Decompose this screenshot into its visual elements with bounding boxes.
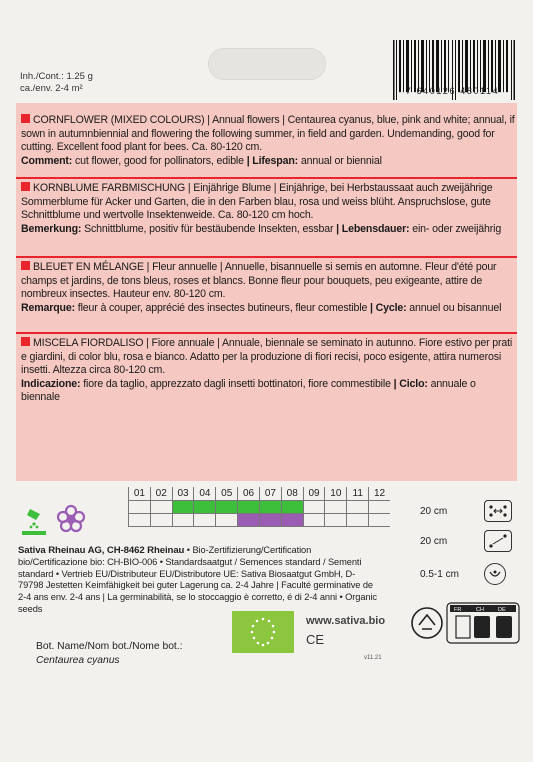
row-spacing-icon <box>484 500 512 522</box>
comment-text: Schnittblume, positiv für bestäubende Insekten, essbar <box>81 222 337 235</box>
barcode-number: 7 640126 480114 <box>405 86 500 96</box>
sow-cell-07 <box>259 501 281 513</box>
sow-cell-06 <box>237 501 259 513</box>
divider <box>16 256 517 258</box>
comment-text: cut flower, good for pollinators, edible <box>72 154 247 167</box>
website-link[interactable]: www.sativa.bio <box>306 615 386 627</box>
sowing-depth <box>420 563 506 585</box>
lifespan-label: | Lebensdauer: <box>336 222 410 235</box>
sow-cell-08 <box>281 501 303 513</box>
botanical-name: Centaurea cyanus <box>36 655 120 666</box>
botanical-label: Bot. Name/Nom bot./Nome bot.: <box>36 641 183 652</box>
section-text: | Annual flowers | Centaurea cyanus, blue, pink and white; annual, if sown in autumnbiennial and flowering the following summer, in field and garden. Undemanding, good for cutting. Excellent food plant for bees. Ca. 80-120 cm. <box>21 114 515 153</box>
section-german <box>21 182 516 236</box>
sowing-calendar <box>128 487 390 527</box>
divider <box>16 177 517 179</box>
bloom-cell-06 <box>237 514 259 526</box>
net-weight: Inh./Cont.: 1.25 g <box>20 71 93 82</box>
section-text: | Fleur annuelle | Annuelle, bisannuelle si semis en automne. Fleur d'été pour champs et jardins, de tons bleus, roses et blancs. Bonne fleur pour bouquets, peu exigeante, attire de nombreux insectes. Hauteur env. 80-120 cm. <box>21 261 497 300</box>
comment-text: fleur à couper, apprécié des insectes butineurs, fleur comestible <box>75 301 370 314</box>
flower-icon <box>54 503 88 539</box>
bloom-cell-03 <box>172 514 194 526</box>
bloom-cell-08 <box>281 514 303 526</box>
calendar-month-05: 05 <box>215 487 237 500</box>
section-title: KORNBLUME FARBMISCHUNG <box>33 182 186 194</box>
recycling-icon <box>410 601 520 645</box>
company-text: • Bio-Zertifizierung/Certification bio/Certificazione bio: CH-BIO-006 • Standardsaatgut / Semences standard / Sementi standard • Vertrieb EU/Distributeur EU/Distributore UE: Sativa Biosaatgut GmbH, D-79798 Jestetten Keimfähigkeit bei guter Lagerung ca. 2-4 Jahre | Faculté germinative de 2-4 ans env. 2-4 ans | La germinabilità, se lo stoccaggio è corretto, é di 2-4 anni • Organic seeds <box>18 545 377 614</box>
section-text: | Einjährige Blume | Einjährige, bei Herbstaussaat auch zweijährige Sommerblume für Acker und Garten, die in den Farben blau, rosa und weiss blüht. Anspruchslose, gute Schnittblume und wertvolle Insektenweide. Ca. 80-120 cm hoch. <box>21 182 493 221</box>
calendar-month-12: 12 <box>368 487 390 500</box>
section-italian <box>21 337 516 405</box>
sow-cell-09 <box>303 501 325 513</box>
botanical-name-block <box>36 640 183 668</box>
bloom-cell-07 <box>259 514 281 526</box>
company-info <box>18 545 378 616</box>
plant-spacing-icon <box>484 530 512 552</box>
comment-label: Remarque: <box>21 301 75 314</box>
sow-cell-05 <box>215 501 237 513</box>
bloom-cell-04 <box>193 514 215 526</box>
sow-cell-12 <box>368 501 390 513</box>
lifespan-text: annuel ou bisannuel <box>406 301 502 314</box>
calendar-month-01: 01 <box>128 487 150 500</box>
recycle-label-ch: CH <box>476 607 484 613</box>
calendar-month-02: 02 <box>150 487 172 500</box>
divider <box>16 332 517 334</box>
calendar-month-06: 06 <box>237 487 259 500</box>
section-title: MISCELA FIORDALISO <box>33 337 144 349</box>
calendar-month-11: 11 <box>346 487 368 500</box>
calendar-month-08: 08 <box>281 487 303 500</box>
plant-spacing-value: 20 cm <box>420 535 448 547</box>
calendar-month-09: 09 <box>303 487 325 500</box>
sow-cell-02 <box>150 501 172 513</box>
calendar-month-04: 04 <box>193 487 215 500</box>
red-square-icon <box>21 337 30 346</box>
lifespan-text: annual or biennial <box>298 154 382 167</box>
section-french <box>21 261 516 315</box>
lifespan-label: | Ciclo: <box>393 377 428 390</box>
calendar-month-03: 03 <box>172 487 194 500</box>
sow-cell-10 <box>324 501 346 513</box>
bloom-cell-01 <box>128 514 150 526</box>
lifespan-text: annuale o biennale <box>21 377 476 403</box>
ce-mark: CE <box>306 632 325 647</box>
plant-spacing <box>420 530 512 552</box>
comment-label: Indicazione: <box>21 377 81 390</box>
lifespan-label: | Lifespan: <box>246 154 299 167</box>
bloom-cell-02 <box>150 514 172 526</box>
recycle-label-de: DE <box>498 607 506 613</box>
sowing-depth-icon <box>484 563 506 585</box>
sow-cell-11 <box>346 501 368 513</box>
calendar-month-07: 07 <box>259 487 281 500</box>
lifespan-text: ein- oder zweijährig <box>409 222 502 235</box>
calendar-month-10: 10 <box>324 487 346 500</box>
hanger-hole <box>208 48 326 80</box>
row-spacing <box>420 500 512 522</box>
red-square-icon <box>21 182 30 191</box>
bloom-cell-09 <box>303 514 325 526</box>
sow-cell-01 <box>128 501 150 513</box>
bloom-cell-12 <box>368 514 390 526</box>
bloom-cell-05 <box>215 514 237 526</box>
bloom-cell-10 <box>324 514 346 526</box>
calendar-sow-row <box>128 500 390 513</box>
version-label: v11.21 <box>364 655 382 661</box>
recycle-label-fr: FR <box>454 607 462 613</box>
section-english <box>21 114 516 168</box>
comment-text: fiore da taglio, apprezzato dagli insetti bottinatori, fiore commestibile <box>80 377 394 390</box>
sow-cell-04 <box>193 501 215 513</box>
comment-label: Bemerkung: <box>21 222 82 235</box>
sowing-depth-value: 0.5-1 cm <box>420 568 459 580</box>
comment-label: Comment: <box>21 154 73 167</box>
calendar-months <box>128 487 390 500</box>
red-square-icon <box>21 261 30 270</box>
lifespan-label: | Cycle: <box>369 301 407 314</box>
calendar-bloom-row <box>128 513 390 526</box>
net-area: ca./env. 2-4 m² <box>20 83 83 94</box>
sow-cell-03 <box>172 501 194 513</box>
sowing-icon <box>18 505 50 537</box>
section-title: BLEUET EN MÉLANGE <box>33 261 144 273</box>
row-spacing-value: 20 cm <box>420 505 448 517</box>
section-title: CORNFLOWER (MIXED COLOURS) <box>33 114 205 126</box>
red-square-icon <box>21 114 30 123</box>
bloom-cell-11 <box>346 514 368 526</box>
section-text: | Fiore annuale | Annuale, biennale se seminato in autunno. Fiore estivo per prati e giardini, di color blu, rosa e bianco. Adatto per la produzione di fiori recisi, poco esigente, attira numerosi insetti. Altezza circa 80-120 cm. <box>21 337 513 376</box>
company-name: Sativa Rheinau AG, CH-8462 Rheinau <box>18 545 185 556</box>
net-content <box>20 71 93 95</box>
eu-organic-logo-icon <box>232 611 294 653</box>
